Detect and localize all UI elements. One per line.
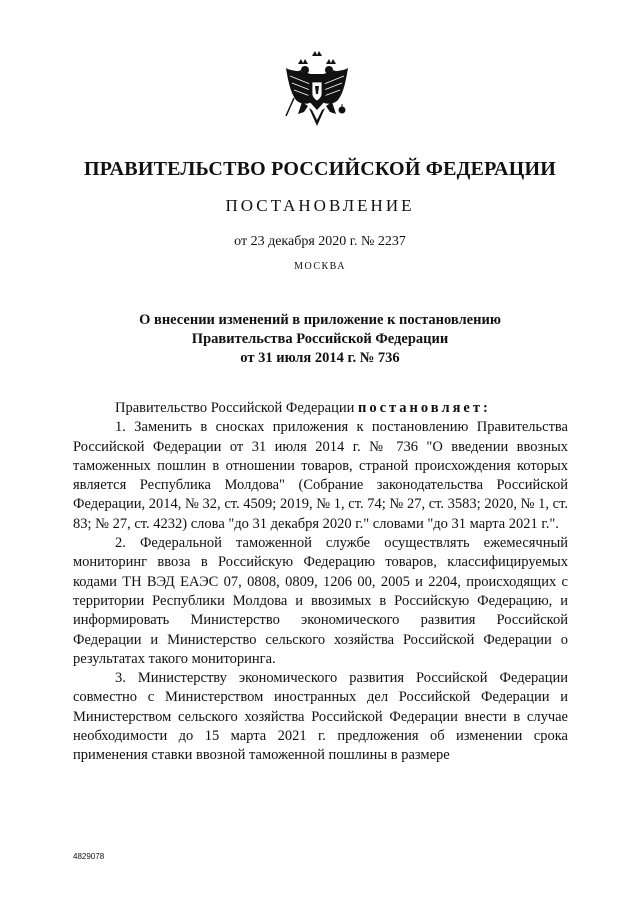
paragraph-2: 2. Федеральной таможенной службе осуществлять ежемесячный мониторинг ввоза в Российскую Федерацию товаров, классифицируемых кодами ТН ВЭД ЕАЭС 07, 0808, 0809, 1206 00, 2005 и 2204, происходящих с территории Республики Молдова и ввозимых в Российскую Федерацию, и информировать Министерство экономического развития Российской Федерации и Министерство сельского хозяйства Российской Федерации о результатах такого мониторинга.	[73, 535, 568, 667]
title-line: О внесении изменений в приложение к постановлению	[139, 312, 501, 328]
title-line: Правительства Российской Федерации	[191, 331, 449, 347]
document-body	[73, 399, 568, 766]
organization-name: ПРАВИТЕЛЬСТВО РОССИЙСКОЙ ФЕДЕРАЦИИ	[84, 158, 556, 180]
paragraph-3: 3. Министерству экономического развития Российской Федерации совместно с Министерством иностранных дел Российской Федерации и Министерством сельского хозяйства Российской Федерации внести в случае необходимости до 15 марта 2021 г. предложения об изменении срока применения ставки ввозной таможенной пошлины в размере	[73, 670, 568, 764]
intro-lead: Правительство Российской Федерации	[115, 400, 358, 416]
intro-paragraph	[73, 399, 568, 418]
document-date-number: от 23 декабря 2020 г. № 2237	[234, 234, 406, 249]
document-code: 4829078	[73, 852, 105, 861]
document-title	[0, 311, 640, 368]
title-line: от 31 июля 2014 г. № 736	[240, 350, 400, 366]
paragraph-1: 1. Заменить в сносках приложения к постановлению Правительства Российской Федерации от 31 июля 2014 г. № 736 "О введении ввозных таможенных пошлин в отношении товаров, страной происхождения которых является Республика Молдова" (Собрание законодательства Российской Федерации, 2014, № 32, ст. 4509; 2019, № 1, ст. 74; № 27, ст. 3583; 2020, № 1, ст. 83; № 27, ст. 4232) слова "до 31 декабря 2020 г." словами "до 31 марта 2021 г.".	[73, 419, 568, 532]
document-type: ПОСТАНОВЛЕНИЕ	[225, 196, 415, 215]
coat-of-arms-icon	[282, 50, 352, 132]
document-city: МОСКВА	[294, 261, 346, 272]
intro-decree-word: постановляет:	[357, 400, 491, 416]
